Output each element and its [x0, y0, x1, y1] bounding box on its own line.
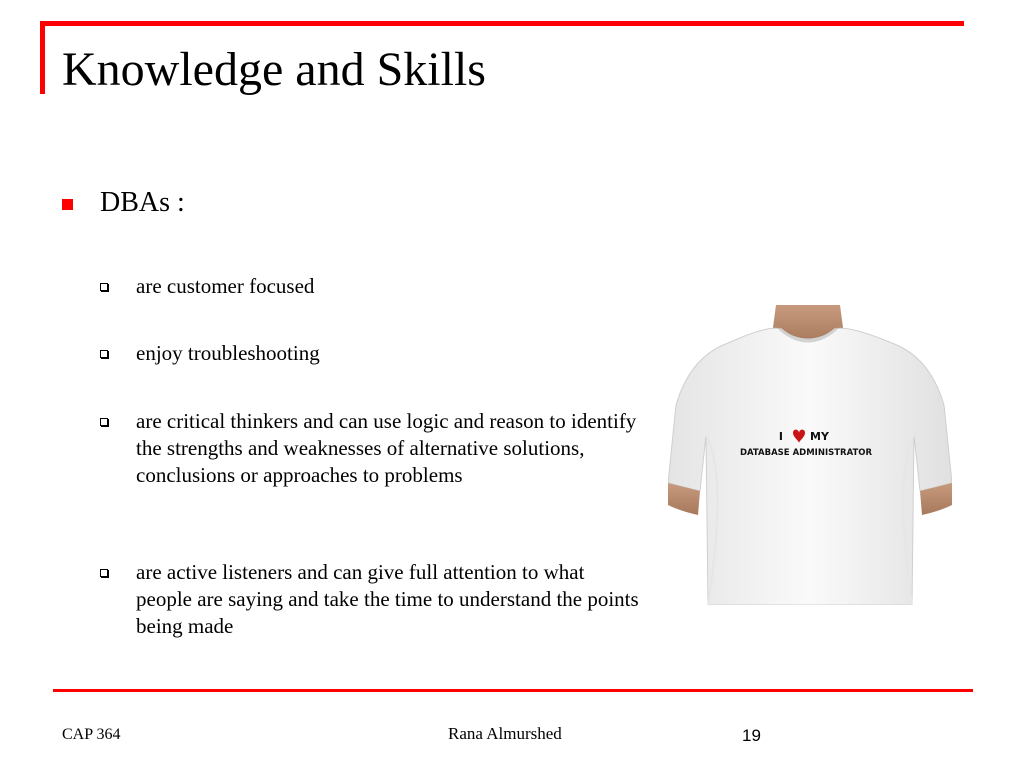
main-bullet-item [62, 185, 185, 221]
footer-divider [53, 689, 973, 692]
sub-bullet-item [100, 559, 640, 640]
slide-title: Knowledge and Skills [62, 43, 486, 96]
footer-course: CAP 364 [62, 726, 121, 743]
accent-bar-top [40, 21, 964, 26]
hollow-square-bullet-icon [100, 569, 108, 577]
square-bullet-icon [62, 199, 73, 210]
shirt-text-database-administrator: DATABASE ADMINISTRATOR [739, 448, 873, 458]
sub-bullet-item [100, 273, 640, 300]
shirt-text-i: I [778, 430, 783, 443]
accent-bar-left [40, 21, 45, 94]
footer-author: Rana Almurshed [448, 724, 562, 743]
tshirt-image [668, 305, 952, 605]
sub-bullet-text: are critical thinkers and can use logic and reason to identify the strengths and weaknesses of alternative solutions, conclusions or approaches to problems [136, 409, 637, 487]
footer-page-number: 19 [742, 726, 761, 745]
main-bullet-text: DBAs : [100, 187, 185, 218]
hollow-square-bullet-icon [100, 418, 108, 426]
shirt-text-my: MY [810, 430, 829, 443]
hollow-square-bullet-icon [100, 283, 108, 291]
sub-bullet-item [100, 408, 640, 489]
sub-bullet-text: are active listeners and can give full attention to what people are saying and take the time to understand the points being made [136, 560, 639, 638]
hollow-square-bullet-icon [100, 350, 108, 358]
sub-bullet-text: enjoy troubleshooting [136, 341, 320, 365]
sub-bullet-item [100, 340, 640, 367]
sub-bullet-text: are customer focused [136, 274, 315, 298]
